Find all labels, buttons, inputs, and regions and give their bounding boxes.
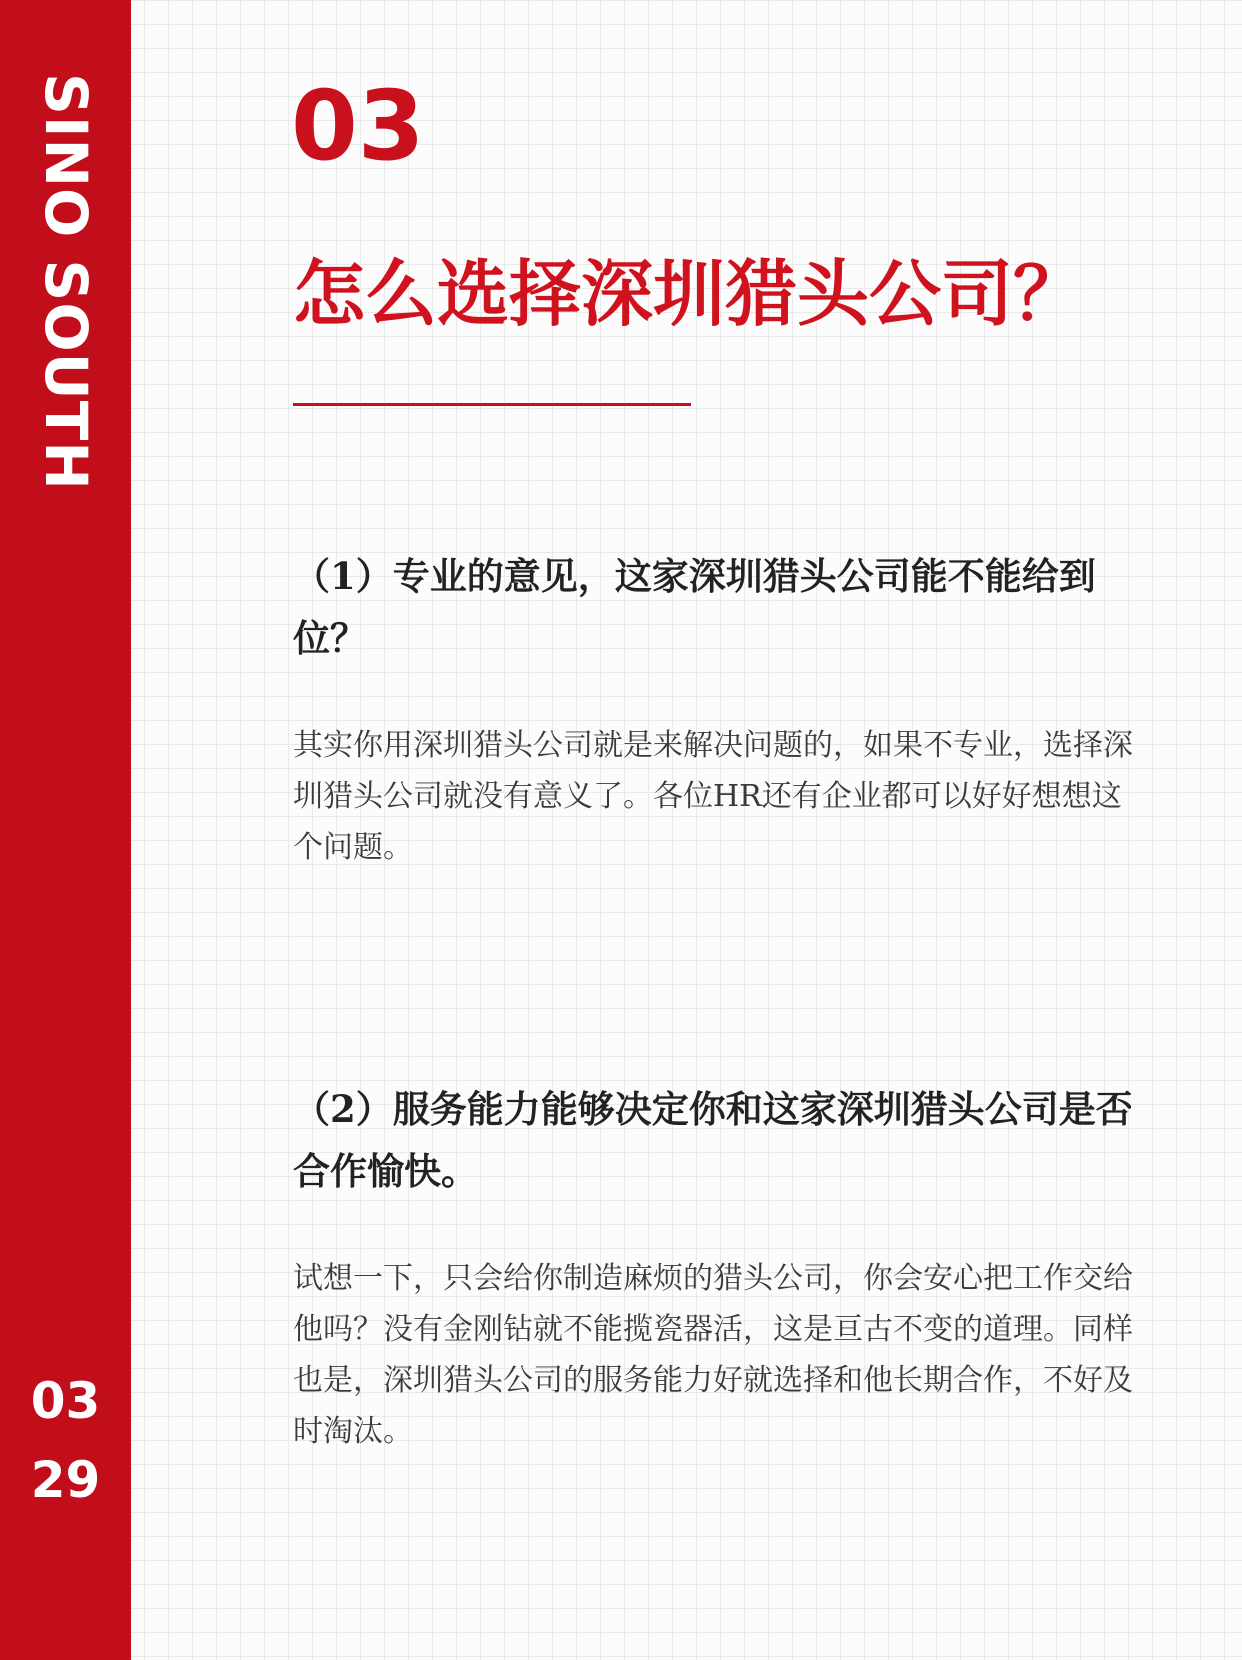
sidebar [0, 0, 131, 1660]
title-divider [293, 403, 691, 406]
section-body-1: 其实你用深圳猎头公司就是来解决问题的，如果不专业，选择深圳猎头公司就没有意义了。各位HR还有企业都可以好好想想这个问题。 [293, 728, 1133, 865]
date-day: 29 [30, 1451, 101, 1509]
section-heading-2: （2）服务能力能够决定你和这家深圳猎头公司是否合作愉快。 [293, 1087, 1133, 1193]
date-month: 03 [30, 1372, 101, 1430]
brand-text: SINO SOUTH [32, 73, 100, 491]
section-heading-1: （1）专业的意见，这家深圳猎头公司能不能给到位？ [293, 554, 1096, 660]
section-body-2: 试想一下，只会给你制造麻烦的猎头公司，你会安心把工作交给他吗？没有金刚钻就不能揽瓷器活，这是亘古不变的道理。同样也是，深圳猎头公司的服务能力好就选择和他长期合作，不好及时淘汰。 [293, 1261, 1133, 1449]
page-title: 怎么选择深圳猎头公司？ [293, 252, 1086, 336]
section-number: 03 [291, 70, 425, 182]
